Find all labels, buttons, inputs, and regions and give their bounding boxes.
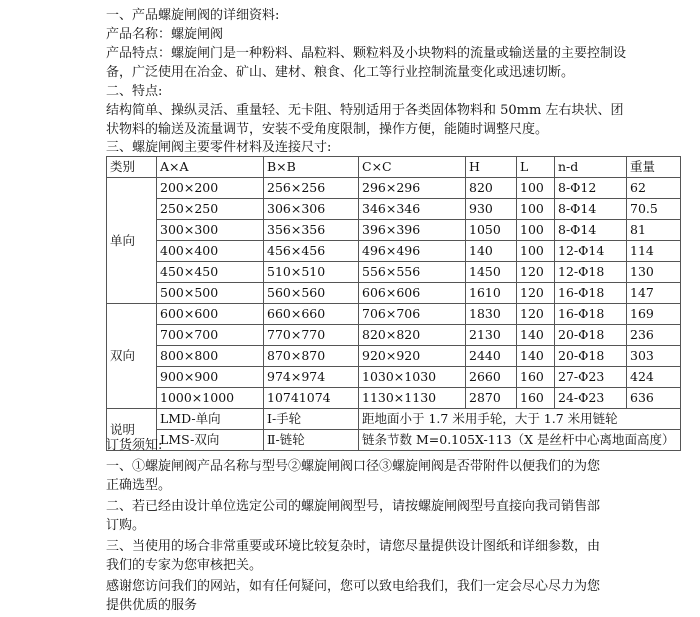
- table-row: [107, 367, 681, 388]
- cell-weight: 62: [627, 178, 681, 199]
- cell-weight: 424: [627, 367, 681, 388]
- cell-l: 140: [517, 325, 555, 346]
- note-model: LMD-单向: [157, 409, 264, 430]
- table-row: [107, 388, 681, 409]
- cell-b: 256×256: [264, 178, 359, 199]
- cell-a: 300×300: [157, 220, 264, 241]
- cell-b: 10741074: [264, 388, 359, 409]
- notes-label: 说明: [107, 409, 157, 451]
- cell-h: 2660: [466, 367, 517, 388]
- cell-a: 1000×1000: [157, 388, 264, 409]
- cell-weight: 236: [627, 325, 681, 346]
- cell-weight: 114: [627, 241, 681, 262]
- header-b: B×B: [264, 157, 359, 178]
- table-row: [107, 325, 681, 346]
- cell-l: 120: [517, 262, 555, 283]
- header-nd: n-d: [555, 157, 627, 178]
- cell-l: 100: [517, 199, 555, 220]
- section2-line-1: 结构简单、操纵灵活、重量轻、无卡阻、特别适用于各类固体物料和 50mm 左右块状、团: [106, 103, 624, 118]
- cell-a: 600×600: [157, 304, 264, 325]
- cell-weight: 130: [627, 262, 681, 283]
- cell-b: 356×356: [264, 220, 359, 241]
- cell-c: 556×556: [359, 262, 466, 283]
- ordering-item-2: 二、若已经由设计单位选定公司的螺旋闸阀型号，请按螺旋闸阀型号直接向我司销售部订购。: [106, 499, 601, 533]
- cell-weight: 169: [627, 304, 681, 325]
- single-direction-label: 单向: [107, 178, 157, 304]
- spec-table-body: [107, 157, 681, 451]
- header-category: 类别: [107, 157, 157, 178]
- section3-heading: 三、螺旋闸阀主要零件材料及连接尺寸:: [106, 140, 332, 155]
- cell-h: 820: [466, 178, 517, 199]
- cell-a: 800×800: [157, 346, 264, 367]
- cell-l: 100: [517, 241, 555, 262]
- cell-l: 120: [517, 304, 555, 325]
- features-line-1: 产品特点：螺旋闸门是一种粉料、晶粒料、颗粒料及小块物料的流量或输送量的主要控制设: [106, 46, 627, 61]
- cell-l: 160: [517, 388, 555, 409]
- table-row: [107, 304, 681, 325]
- ordering-item-3: 三、当使用的场合非常重要或环境比较复杂时，请您尽量提供设计图纸和详细参数，由我们的专家为您审核把关。: [106, 539, 601, 573]
- cell-a: 200×200: [157, 178, 264, 199]
- cell-nd: 16-Φ18: [555, 304, 627, 325]
- table-row: [107, 283, 681, 304]
- cell-b: 770×770: [264, 325, 359, 346]
- double-direction-label: 双向: [107, 304, 157, 409]
- note-desc: 距地面小于 1.7 米用手轮，大于 1.7 米用链轮: [359, 409, 681, 430]
- ordering-heading: 订货须知:: [106, 438, 163, 453]
- section2-heading: 二、特点:: [106, 84, 163, 99]
- thanks-paragraph: 感谢您访问我们的网站，如有任何疑问，您可以致电给我们，我们一定会尽心尽力为您提供优质的服务: [106, 579, 601, 613]
- cell-a: 500×500: [157, 283, 264, 304]
- cell-h: 1610: [466, 283, 517, 304]
- cell-b: 510×510: [264, 262, 359, 283]
- cell-h: 1450: [466, 262, 517, 283]
- cell-c: 296×296: [359, 178, 466, 199]
- cell-b: 660×660: [264, 304, 359, 325]
- cell-c: 1130×1130: [359, 388, 466, 409]
- cell-h: 1050: [466, 220, 517, 241]
- cell-nd: 12-Φ18: [555, 262, 627, 283]
- cell-c: 706×706: [359, 304, 466, 325]
- cell-weight: 81: [627, 220, 681, 241]
- cell-l: 140: [517, 346, 555, 367]
- product-name-line: 产品名称：螺旋闸阀: [106, 27, 224, 42]
- cell-nd: 20-Φ18: [555, 346, 627, 367]
- cell-b: 974×974: [264, 367, 359, 388]
- section1-heading: 一、产品螺旋闸阀的详细资料:: [106, 8, 280, 23]
- cell-h: 2870: [466, 388, 517, 409]
- header-c: C×C: [359, 157, 466, 178]
- table-row: [107, 220, 681, 241]
- cell-nd: 16-Φ18: [555, 283, 627, 304]
- note-model: LMS-双向: [157, 430, 264, 451]
- header-l: L: [517, 157, 555, 178]
- spec-table: [106, 156, 681, 451]
- cell-a: 250×250: [157, 199, 264, 220]
- cell-a: 700×700: [157, 325, 264, 346]
- cell-h: 1830: [466, 304, 517, 325]
- cell-nd: 27-Φ23: [555, 367, 627, 388]
- cell-h: 140: [466, 241, 517, 262]
- header-a: A×A: [157, 157, 264, 178]
- ordering-section: [106, 436, 612, 617]
- cell-b: 870×870: [264, 346, 359, 367]
- table-row: [107, 199, 681, 220]
- cell-nd: 8-Φ14: [555, 220, 627, 241]
- cell-c: 920×920: [359, 346, 466, 367]
- cell-h: 2440: [466, 346, 517, 367]
- ordering-item-1: 一、①螺旋闸阀产品名称与型号②螺旋闸阀口径③螺旋闸阀是否带附件以便我们的为您正确选型。: [106, 459, 601, 493]
- cell-l: 120: [517, 283, 555, 304]
- header-weight: 重量: [627, 157, 681, 178]
- cell-h: 930: [466, 199, 517, 220]
- cell-l: 100: [517, 178, 555, 199]
- cell-c: 346×346: [359, 199, 466, 220]
- cell-nd: 8-Φ12: [555, 178, 627, 199]
- table-header-row: [107, 157, 681, 178]
- features-line-2: 备，广泛使用在冶金、矿山、建材、粮食、化工等行业控制流量变化或迅速切断。: [106, 65, 575, 80]
- cell-weight: 636: [627, 388, 681, 409]
- cell-c: 496×496: [359, 241, 466, 262]
- cell-nd: 12-Φ14: [555, 241, 627, 262]
- cell-c: 820×820: [359, 325, 466, 346]
- cell-h: 2130: [466, 325, 517, 346]
- table-row: [107, 346, 681, 367]
- cell-b: 456×456: [264, 241, 359, 262]
- cell-weight: 147: [627, 283, 681, 304]
- cell-l: 100: [517, 220, 555, 241]
- table-row: [107, 241, 681, 262]
- note-desc: 链条节数 M=0.105X-113（X 是丝杆中心离地面高度）: [359, 430, 681, 451]
- section2-line-2: 状物料的输送及流量调节，安装不受角度限制，操作方便，能随时调整尺度。: [106, 122, 549, 137]
- cell-weight: 303: [627, 346, 681, 367]
- cell-c: 606×606: [359, 283, 466, 304]
- note-type: Ⅱ-链轮: [264, 430, 359, 451]
- cell-weight: 70.5: [627, 199, 681, 220]
- cell-nd: 8-Φ14: [555, 199, 627, 220]
- cell-c: 1030×1030: [359, 367, 466, 388]
- cell-a: 900×900: [157, 367, 264, 388]
- cell-a: 450×450: [157, 262, 264, 283]
- cell-a: 400×400: [157, 241, 264, 262]
- cell-b: 306×306: [264, 199, 359, 220]
- header-h: H: [466, 157, 517, 178]
- table-row: [107, 262, 681, 283]
- cell-l: 160: [517, 367, 555, 388]
- cell-b: 560×560: [264, 283, 359, 304]
- notes-row: [107, 409, 681, 430]
- table-row: [107, 178, 681, 199]
- cell-nd: 24-Φ23: [555, 388, 627, 409]
- cell-c: 396×396: [359, 220, 466, 241]
- note-type: I-手轮: [264, 409, 359, 430]
- cell-nd: 20-Φ18: [555, 325, 627, 346]
